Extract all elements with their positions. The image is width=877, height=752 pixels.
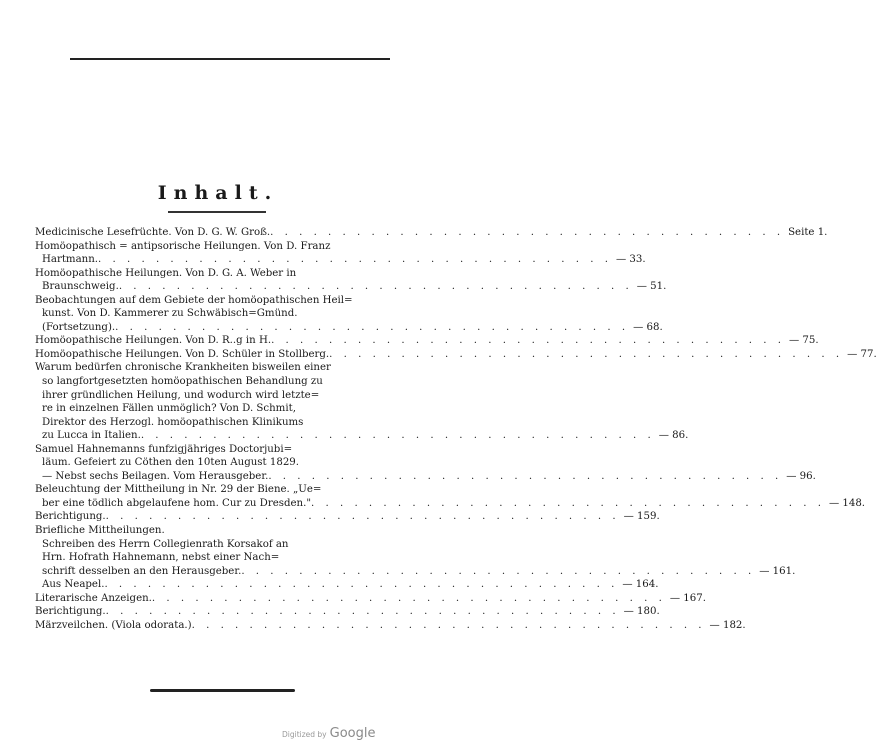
title-underline [168, 211, 266, 213]
page-title: Inhalt. [157, 182, 279, 204]
toc-entry [35, 334, 819, 348]
toc-line [35, 334, 819, 348]
toc-line [35, 348, 877, 362]
toc-line [35, 483, 380, 497]
dot-leader: . . . . . . . . . . . . . . . . . . . . . . . . . . . . . . . . . . . . [191, 619, 706, 631]
toc-entry [35, 510, 660, 524]
dot-leader: . . . . . . . . . . . . . . . . . . . . . . . . . . . . . . . . . . . . [115, 321, 630, 333]
toc-entry-text: Hrn. Hofrath Hahnemann, nebst einer Nach= [42, 552, 280, 564]
dot-leader: . . . . . . . . . . . . . . . . . . . . . . . . . . . . . . . . . . . . [329, 348, 844, 360]
toc-line [35, 619, 746, 633]
toc-line [35, 524, 380, 538]
dot-leader: . . . . . . . . . . . . . . . . . . . . . . . . . . . . . . . . . . . . [311, 497, 825, 509]
toc-entry [35, 361, 689, 442]
toc-line [35, 307, 380, 321]
toc-page-number: — 86. [658, 430, 689, 442]
watermark-prefix: Digitized by [282, 730, 327, 739]
toc-page-number: — 167. [669, 592, 706, 604]
toc-entry-text: läum. Gefeiert zu Cöthen den 10ten August 1829. [42, 457, 300, 469]
toc-line [35, 294, 380, 308]
toc-entry-text: Literarische Anzeigen. [35, 592, 152, 604]
toc-entry-text: Direktor des Herzogl. homöopathischen Klinikums [42, 416, 304, 428]
toc-page-number: — 51. [636, 281, 667, 293]
toc-entry-text: Hartmann. [42, 254, 99, 266]
toc-entry-text: zu Lucca in Italien. [42, 430, 141, 442]
table-of-contents [35, 226, 877, 632]
toc-line [35, 402, 380, 416]
toc-entry [35, 348, 877, 362]
toc-entry [35, 538, 796, 579]
toc-line [35, 443, 380, 457]
toc-page-number: — 161. [759, 565, 796, 577]
toc-page-number: — 164. [622, 579, 659, 591]
toc-entry-text: Warum bedürfen chronische Krankheiten bisweilen einer [35, 362, 331, 374]
toc-entry-text: Beleuchtung der Mittheilung in Nr. 29 der Biene. „Ue= [35, 484, 322, 496]
toc-line [35, 389, 380, 403]
toc-entry-text: Medicinische Lesefrüchte. Von D. G. W. Groß. [35, 227, 271, 238]
toc-entry-text: ber eine tödlich abgelaufene hom. Cur zu Dresden." [42, 497, 312, 509]
toc-entry-text: — Nebst sechs Beilagen. Vom Herausgeber. [42, 470, 269, 482]
toc-entry-text: so langfortgesetzten homöopathischen Behandlung zu [42, 376, 323, 388]
toc-line [35, 510, 660, 524]
toc-entry-text: Berichtigung. [35, 511, 106, 523]
toc-entry [35, 619, 746, 633]
bottom-ornament-rule [150, 689, 295, 692]
toc-entry [35, 605, 660, 619]
dot-leader: . . . . . . . . . . . . . . . . . . . . . . . . . . . . . . . . . . . . [271, 335, 785, 347]
toc-entry-text: schrift desselben an den Herausgeber. [42, 565, 242, 577]
toc-entry [35, 267, 667, 294]
toc-line [42, 565, 796, 579]
toc-entry-text: Braunschweig. [42, 281, 119, 293]
toc-entry [35, 483, 866, 510]
toc-entry-text: Briefliche Mittheilungen. [35, 525, 165, 537]
toc-page-number: — 75. [789, 335, 819, 347]
toc-line [35, 280, 667, 294]
toc-line [35, 470, 816, 484]
toc-entry [35, 592, 706, 606]
toc-line [35, 416, 380, 430]
digitized-by-google-watermark [282, 726, 375, 741]
toc-page-number: — 182. [709, 619, 746, 631]
toc-entry-text: Homöopathische Heilungen. Von D. R..g in H. [35, 335, 272, 347]
toc-line [35, 605, 660, 619]
toc-page-number: — 148. [828, 497, 866, 509]
toc-line [35, 240, 380, 254]
toc-line [35, 456, 380, 470]
toc-entry [35, 226, 828, 240]
toc-entry-text: Märzveilchen. (Viola odorata.) [35, 619, 192, 631]
toc-entry-text: Samuel Hahnemanns funfzigjähriges Doctorjubi= [35, 443, 293, 455]
dot-leader: . . . . . . . . . . . . . . . . . . . . . . . . . . . . . . . . . . . . [270, 227, 785, 238]
toc-page-number: — 159. [623, 511, 660, 523]
dot-leader: . . . . . . . . . . . . . . . . . . . . . . . . . . . . . . . . . . . . [268, 470, 783, 482]
toc-page-number: Seite 1. [788, 227, 828, 238]
watermark-brand: Google [329, 726, 376, 741]
toc-entry [35, 294, 663, 335]
toc-line [35, 253, 646, 267]
toc-page-number: — 96. [786, 470, 816, 482]
toc-line [35, 375, 380, 389]
toc-entry [35, 443, 816, 484]
toc-entry-text: Aus Neapel. [42, 579, 105, 591]
toc-entry-text: re in einzelnen Fällen unmöglich? Von D. Schmit, [42, 403, 296, 415]
dot-leader: . . . . . . . . . . . . . . . . . . . . . . . . . . . . . . . . . . . . [104, 579, 619, 591]
toc-line [35, 429, 689, 443]
dot-leader: . . . . . . . . . . . . . . . . . . . . . . . . . . . . . . . . . . . . [241, 565, 756, 577]
toc-entry-text: Homöopathische Heilungen. Von D. G. A. Weber in [35, 267, 297, 279]
toc-line [35, 592, 706, 606]
dot-leader: . . . . . . . . . . . . . . . . . . . . . . . . . . . . . . . . . . . . [105, 511, 620, 523]
dot-leader: . . . . . . . . . . . . . . . . . . . . . . . . . . . . . . . . . . . . [118, 281, 633, 293]
toc-entry-text: Homöopathische Heilungen. Von D. Schüler in Stollberg. [35, 348, 330, 360]
toc-line [42, 578, 659, 592]
toc-page-number: — 180. [623, 606, 660, 618]
toc-entry-text: (Fortsetzung). [42, 321, 116, 333]
toc-entry-text: Berichtigung. [35, 606, 106, 618]
toc-entry-text: Homöopathisch = antipsorische Heilungen. Von D. Franz [35, 240, 331, 252]
toc-page-number: — 68. [633, 321, 663, 333]
toc-entry-text: Beobachtungen auf dem Gebiete der homöopathischen Heil= [35, 294, 353, 306]
dot-leader: . . . . . . . . . . . . . . . . . . . . . . . . . . . . . . . . . . . . [98, 254, 612, 266]
toc-entry-text: kunst. Von D. Kammerer zu Schwäbisch=Gmünd. [42, 308, 298, 320]
toc-line [42, 538, 380, 552]
toc-line [35, 226, 828, 240]
dot-leader: . . . . . . . . . . . . . . . . . . . . . . . . . . . . . . . . . . . . [140, 430, 655, 442]
toc-entry [35, 524, 380, 538]
toc-entry-text: Schreiben des Herrn Collegienrath Korsakof an [42, 538, 289, 550]
toc-entry-text: ihrer gründlichen Heilung, und wodurch wird letzte= [42, 389, 320, 401]
top-rule [70, 58, 390, 60]
dot-leader: . . . . . . . . . . . . . . . . . . . . . . . . . . . . . . . . . . . . [105, 606, 620, 618]
toc-entry [35, 240, 646, 267]
toc-page-number: — 77. [847, 348, 877, 360]
toc-line [35, 361, 380, 375]
toc-line [35, 497, 866, 511]
toc-line [42, 551, 380, 565]
dot-leader: . . . . . . . . . . . . . . . . . . . . . . . . . . . . . . . . . . . . [151, 592, 666, 604]
toc-entry [35, 578, 659, 592]
toc-page-number: — 33. [615, 254, 646, 266]
toc-line [35, 267, 380, 281]
toc-line [35, 321, 663, 335]
